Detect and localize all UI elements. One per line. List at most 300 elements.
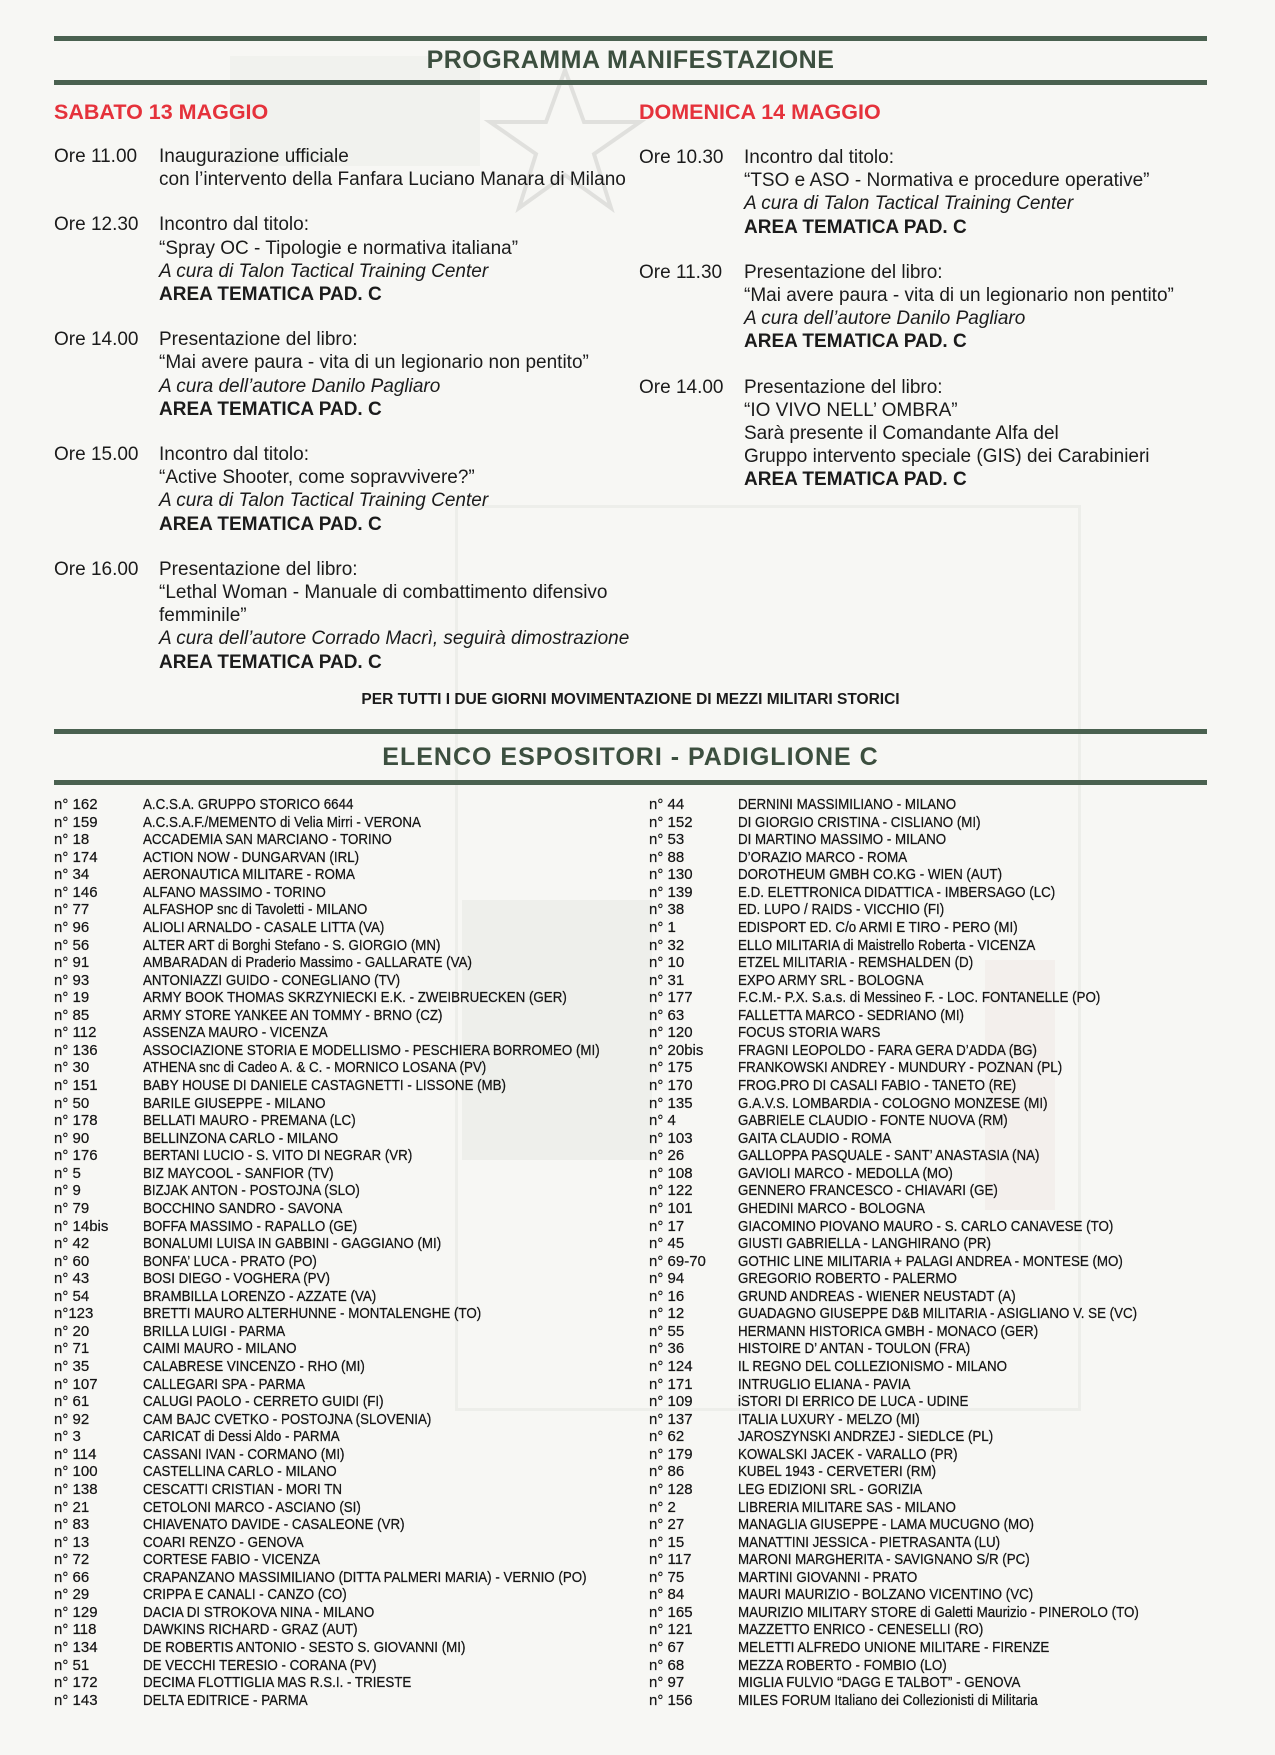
exhibitor-name: GRUND ANDREAS - WIENER NEUSTADT (A) xyxy=(738,1287,1016,1305)
event-text: Inaugurazione ufficiale xyxy=(159,146,349,167)
stand-number: n° 96 xyxy=(54,918,90,936)
event xyxy=(54,145,629,191)
exhibitor-name: AERONAUTICA MILITARE - ROMA xyxy=(143,866,355,884)
stand-number: n° 56 xyxy=(54,936,90,954)
stand-number: n° 97 xyxy=(649,1674,685,1692)
exhibitor-row xyxy=(54,1499,639,1517)
event-text: Presentazione del libro: xyxy=(159,558,358,580)
exhibitor-row xyxy=(649,954,1249,972)
stand-number: n° 18 xyxy=(54,831,90,849)
exhibitor-name: A.C.S.A. GRUPPO STORICO 6644 xyxy=(143,796,354,813)
exhibitor-name: GAITA CLAUDIO - ROMA xyxy=(738,1129,892,1147)
exhibitor-name: CRAPANZANO MASSIMILIANO (DITTA PALMERI MARIA) - VERNIO (PO) xyxy=(143,1568,587,1586)
stand-number: n° 93 xyxy=(54,971,90,989)
stand-number: n° 34 xyxy=(54,866,90,884)
stand-number: n° 60 xyxy=(54,1252,90,1270)
exhibitor-row xyxy=(649,1692,1249,1710)
exhibitor-name: GENNERO FRANCESCO - CHIAVARI (GE) xyxy=(738,1182,998,1200)
exhibitor-row xyxy=(649,1095,1249,1113)
event-time: Ore 14.00 xyxy=(54,329,139,351)
exhibitor-row xyxy=(649,1674,1249,1692)
exhibitor-name: FOCUS STORIA WARS xyxy=(738,1024,881,1042)
exhibitor-row xyxy=(54,1393,639,1411)
exhibitor-name: HERMANN HISTORICA GMBH - MONACO (GER) xyxy=(738,1322,1039,1340)
exhibitor-row xyxy=(649,866,1249,884)
exhibitor-name: CHIAVENATO DAVIDE - CASALEONE (VR) xyxy=(143,1516,405,1534)
stand-number: n° 21 xyxy=(54,1498,90,1516)
stand-number: n° 32 xyxy=(649,936,685,954)
exhibitor-row xyxy=(54,1340,639,1358)
exhibitor-list-left xyxy=(54,796,639,1709)
stand-number: n° 92 xyxy=(54,1410,90,1428)
exhibitor-name: DERNINI MASSIMILIANO - MILANO xyxy=(738,796,957,813)
exhibitor-row xyxy=(649,1411,1249,1429)
exhibitor-row xyxy=(54,901,639,919)
stand-number: n° 175 xyxy=(649,1059,693,1077)
event-credit: A cura dell’autore Danilo Pagliaro xyxy=(159,375,441,397)
exhibitor-name: BELLINZONA CARLO - MILANO xyxy=(143,1129,339,1147)
event-time: Ore 10.30 xyxy=(639,147,724,168)
event-text: “IO VIVO NELL’ OMBRA” xyxy=(744,399,958,421)
exhibitor-name: KOWALSKI JACEK - VARALLO (PR) xyxy=(738,1445,958,1463)
exhibitor-row xyxy=(54,1130,639,1148)
exhibitor-name: ALTER ART di Borghi Stefano - S. GIORGIO (MN) xyxy=(143,936,441,954)
exhibitor-name: MAZZETTO ENRICO - CENESELLI (RO) xyxy=(738,1621,984,1639)
exhibitor-name: MIGLIA FULVIO “DAGG E TALBOT” - GENOVA xyxy=(738,1674,1021,1692)
event-credit: A cura di Talon Tactical Training Center xyxy=(744,193,1074,215)
exhibitor-name: G.A.V.S. LOMBARDIA - COLOGNO MONZESE (MI) xyxy=(738,1094,1048,1112)
event-list xyxy=(54,145,629,696)
event-credit: A cura di Talon Tactical Training Center xyxy=(159,490,489,512)
stand-number: n° 170 xyxy=(649,1077,693,1094)
event-text: Incontro dal titolo: xyxy=(159,444,309,466)
exhibitor-name: CESCATTI CRISTIAN - MORI TN xyxy=(143,1480,343,1498)
exhibitor-name: GABRIELE CLAUDIO - FONTE NUOVA (RM) xyxy=(738,1112,1008,1130)
exhibitor-row xyxy=(649,849,1249,867)
exhibitor-name: CORTESE FABIO - VICENZA xyxy=(143,1551,321,1569)
exhibitor-name: BERTANI LUCIO - S. VITO DI NEGRAR (VR) xyxy=(143,1147,413,1165)
stand-number: n° 17 xyxy=(649,1217,685,1235)
event-area: AREA TEMATICA PAD. C xyxy=(159,284,382,306)
exhibitor-row xyxy=(649,1059,1249,1077)
event-description xyxy=(159,558,629,674)
exhibitor-name: ARMY BOOK THOMAS SKRZYNIECKI E.K. - ZWEIBRUECKEN (GER) xyxy=(143,989,567,1007)
exhibitor-row xyxy=(649,1147,1249,1165)
exhibitors-top-rule xyxy=(54,729,1207,734)
exhibitor-row xyxy=(54,972,639,990)
stand-number: n° 44 xyxy=(649,796,685,813)
exhibitor-row xyxy=(649,937,1249,955)
stand-number: n° 29 xyxy=(54,1586,90,1604)
stand-number: n° 139 xyxy=(649,883,693,901)
exhibitor-name: JAROSZYNSKI ANDRZEJ - SIEDLCE (PL) xyxy=(738,1428,994,1446)
stand-number: n° 45 xyxy=(649,1235,685,1253)
exhibitor-name: CRIPPA E CANALI - CANZO (CO) xyxy=(143,1586,347,1604)
stand-number: n° 3 xyxy=(54,1428,81,1446)
exhibitor-row xyxy=(649,919,1249,937)
exhibitor-row xyxy=(54,1428,639,1446)
stand-number: n° 5 xyxy=(54,1164,81,1182)
exhibitor-row xyxy=(54,1007,639,1025)
stand-number: n° 75 xyxy=(649,1568,685,1586)
stand-number: n° 35 xyxy=(54,1358,90,1375)
stand-number: n° 165 xyxy=(649,1603,693,1621)
exhibitors-title-underline xyxy=(54,780,1207,785)
event-text: Presentazione del libro: xyxy=(744,261,943,283)
stand-number: n° 152 xyxy=(649,813,693,831)
exhibitor-name: E.D. ELETTRONICA DIDATTICA - IMBERSAGO (LC) xyxy=(738,883,1056,901)
stand-number: n° 171 xyxy=(649,1375,693,1393)
exhibitor-row xyxy=(54,796,639,814)
stand-number: n° 67 xyxy=(649,1639,685,1656)
stand-number: n° 178 xyxy=(54,1112,98,1130)
exhibitor-row xyxy=(649,1112,1249,1130)
stand-number: n° 68 xyxy=(649,1656,685,1674)
event-area: AREA TEMATICA PAD. C xyxy=(159,398,382,420)
exhibitor-row xyxy=(54,1024,639,1042)
exhibitor-name: BONALUMI LUISA IN GABBINI - GAGGIANO (MI) xyxy=(143,1235,442,1253)
exhibitor-row xyxy=(54,1358,639,1376)
exhibitor-name: BIZ MAYCOOL - SANFIOR (TV) xyxy=(143,1164,334,1182)
exhibitor-row xyxy=(54,1604,639,1622)
exhibitor-name: ACTION NOW - DUNGARVAN (IRL) xyxy=(143,848,360,866)
exhibitor-row xyxy=(649,831,1249,849)
exhibitor-row xyxy=(54,1288,639,1306)
stand-number: n° 53 xyxy=(649,831,685,849)
event-area: AREA TEMATICA PAD. C xyxy=(159,513,382,535)
stand-number: n° 88 xyxy=(649,848,685,866)
day-column-sunday xyxy=(639,0,1239,690)
stand-number: n° 103 xyxy=(649,1129,693,1147)
stand-number: n° 66 xyxy=(54,1568,90,1586)
stand-number: n° 12 xyxy=(649,1305,685,1323)
stand-number: n° 20 xyxy=(54,1322,90,1340)
event-text: Presentazione del libro: xyxy=(159,329,358,351)
exhibitor-list-right xyxy=(649,796,1249,1709)
exhibitor-row xyxy=(54,1077,639,1095)
event xyxy=(54,558,629,674)
event xyxy=(54,213,629,306)
stand-number: n° 136 xyxy=(54,1041,98,1059)
stand-number: n° 1 xyxy=(649,918,676,936)
exhibitor-row xyxy=(649,972,1249,990)
exhibitor-row xyxy=(649,1586,1249,1604)
exhibitor-name: ALFASHOP snc di Tavoletti - MILANO xyxy=(143,901,368,919)
exhibitor-name: FRANKOWSKI ANDREY - MUNDURY - POZNAN (PL) xyxy=(738,1059,1063,1077)
exhibitor-row xyxy=(649,1604,1249,1622)
stand-number: n° 176 xyxy=(54,1147,98,1165)
exhibitor-name: GOTHIC LINE MILITARIA + PALAGI ANDREA - MONTESE (MO) xyxy=(738,1252,1123,1270)
event-time: Ore 12.30 xyxy=(54,214,139,236)
exhibitor-row xyxy=(649,1534,1249,1552)
exhibitor-row xyxy=(54,1059,639,1077)
stand-number: n° 55 xyxy=(649,1322,685,1340)
event-area: AREA TEMATICA PAD. C xyxy=(744,469,967,491)
stand-number: n° 20bis xyxy=(649,1041,704,1059)
stand-number: n° 61 xyxy=(54,1393,90,1411)
stand-number: n° 179 xyxy=(649,1445,693,1463)
exhibitor-name: CALLEGARI SPA - PARMA xyxy=(143,1375,305,1393)
stand-number: n° 91 xyxy=(54,954,90,972)
stand-number: n° 135 xyxy=(649,1094,693,1112)
event xyxy=(639,261,1174,354)
stand-number: n° 94 xyxy=(649,1270,685,1288)
exhibitor-row xyxy=(54,1674,639,1692)
exhibitor-row xyxy=(649,1639,1249,1657)
event-area: AREA TEMATICA PAD. C xyxy=(744,216,967,238)
stand-number: n° 122 xyxy=(649,1182,693,1200)
exhibitor-row xyxy=(649,1463,1249,1481)
exhibitor-name: FRAGNI LEOPOLDO - FARA GERA D’ADDA (BG) xyxy=(738,1041,1037,1059)
exhibitor-row xyxy=(649,1340,1249,1358)
stand-number: n° 72 xyxy=(54,1551,90,1569)
event-credit: A cura di Talon Tactical Training Center xyxy=(159,260,489,282)
exhibitor-name: A.C.S.A.F./MEMENTO di Velia Mirri - VERONA xyxy=(143,813,421,831)
exhibitor-name: DAWKINS RICHARD - GRAZ (AUT) xyxy=(143,1621,358,1639)
exhibitor-row xyxy=(649,1218,1249,1236)
exhibitor-row xyxy=(54,1165,639,1183)
exhibitor-row xyxy=(649,1253,1249,1271)
stand-number: n° 13 xyxy=(54,1533,90,1551)
event-text: “Mai avere paura - vita di un legionario non pentito” xyxy=(744,285,1174,307)
exhibitor-row xyxy=(649,796,1249,814)
stand-number: n° 15 xyxy=(649,1533,685,1551)
exhibitor-row xyxy=(649,1165,1249,1183)
program-title: PROGRAMMA MANIFESTAZIONE xyxy=(426,46,835,74)
exhibitor-row xyxy=(54,937,639,955)
exhibitor-name: CASSANI IVAN - CORMANO (MI) xyxy=(143,1445,345,1463)
exhibitor-name: LEG EDIZIONI SRL - GORIZIA xyxy=(738,1480,923,1498)
exhibitor-name: ANTONIAZZI GUIDO - CONEGLIANO (TV) xyxy=(143,971,401,989)
event-time: Ore 14.00 xyxy=(639,376,724,398)
exhibitor-row xyxy=(54,866,639,884)
exhibitor-name: CAIMI MAURO - MILANO xyxy=(143,1340,297,1358)
exhibitor-row xyxy=(54,1463,639,1481)
event-time: Ore 16.00 xyxy=(54,558,139,580)
exhibitor-name: EXPO ARMY SRL - BOLOGNA xyxy=(738,971,924,989)
stand-number: n° 79 xyxy=(54,1199,90,1217)
exhibitor-name: D’ORAZIO MARCO - ROMA xyxy=(738,848,908,866)
exhibitor-row xyxy=(649,814,1249,832)
exhibitor-name: DE VECCHI TERESIO - CORANA (PV) xyxy=(143,1656,377,1674)
exhibitor-row xyxy=(54,1147,639,1165)
stand-number: n° 51 xyxy=(54,1656,90,1674)
exhibitor-name: ATHENA snc di Cadeo A. & C. - MORNICO LOSANA (PV) xyxy=(143,1059,487,1077)
stand-number: n° 14bis xyxy=(54,1217,109,1235)
exhibitor-name: LIBRERIA MILITARE SAS - MILANO xyxy=(738,1498,956,1516)
exhibitor-name: DE ROBERTIS ANTONIO - SESTO S. GIOVANNI (MI) xyxy=(143,1639,466,1656)
stand-number: n° 108 xyxy=(649,1164,693,1182)
exhibitor-row xyxy=(54,1323,639,1341)
exhibitor-row xyxy=(54,1534,639,1552)
stand-number: n° 26 xyxy=(649,1147,685,1165)
stand-number: n° 77 xyxy=(54,901,90,919)
stand-number: n° 4 xyxy=(649,1112,676,1130)
exhibitors-title: ELENCO ESPOSITORI - PADIGLIONE C xyxy=(382,743,879,771)
exhibitor-row xyxy=(649,1007,1249,1025)
exhibitor-name: BOCCHINO SANDRO - SAVONA xyxy=(143,1199,343,1217)
exhibitor-name: BIZJAK ANTON - POSTOJNA (SLO) xyxy=(143,1182,360,1200)
event xyxy=(54,443,629,536)
exhibitor-name: KUBEL 1943 - CERVETERI (RM) xyxy=(738,1463,937,1481)
event-text: “TSO e ASO - Normativa e procedure operative” xyxy=(744,170,1150,192)
exhibitor-row xyxy=(54,1657,639,1675)
stand-number: n° 137 xyxy=(649,1410,693,1428)
stand-number: n° 31 xyxy=(649,971,685,989)
event-time: Ore 11.30 xyxy=(639,261,723,283)
event-text: con l’intervento della Fanfara Luciano Manara di Milano xyxy=(159,169,626,191)
exhibitor-row xyxy=(649,1305,1249,1323)
exhibitor-row xyxy=(54,1376,639,1394)
stand-number: n° 124 xyxy=(649,1358,693,1375)
day-column-saturday xyxy=(54,0,639,690)
stand-number: n° 9 xyxy=(54,1182,81,1200)
exhibitor-name: BONFA’ LUCA - PRATO (PO) xyxy=(143,1252,317,1270)
exhibitor-name: EDISPORT ED. C/o ARMI E TIRO - PERO (MI) xyxy=(738,918,1018,936)
exhibitor-row xyxy=(649,1551,1249,1569)
exhibitor-row xyxy=(649,901,1249,919)
exhibitor-name: DOROTHEUM GMBH CO.KG - WIEN (AUT) xyxy=(738,866,1003,884)
exhibitor-row xyxy=(649,1499,1249,1517)
exhibitor-name: BELLATI MAURO - PREMANA (LC) xyxy=(143,1112,356,1130)
stand-number: n° 101 xyxy=(649,1199,693,1217)
event-description xyxy=(159,213,629,306)
exhibitor-name: MILES FORUM Italiano dei Collezionisti di Militaria xyxy=(738,1691,1038,1709)
exhibitor-row xyxy=(54,849,639,867)
stand-number: n° 50 xyxy=(54,1094,90,1112)
exhibitor-row xyxy=(54,1692,639,1710)
stand-number: n° 90 xyxy=(54,1129,90,1147)
exhibitor-row xyxy=(649,1481,1249,1499)
stand-number: n° 120 xyxy=(649,1024,693,1042)
stand-number: n° 172 xyxy=(54,1674,98,1692)
exhibitor-row xyxy=(649,1569,1249,1587)
event-area: AREA TEMATICA PAD. C xyxy=(744,331,967,353)
exhibitor-row xyxy=(54,1182,639,1200)
exhibitor-name: BOSI DIEGO - VOGHERA (PV) xyxy=(143,1270,330,1288)
exhibitor-name: CETOLONI MARCO - ASCIANO (SI) xyxy=(143,1498,361,1516)
event xyxy=(639,146,1174,239)
stand-number: n° 134 xyxy=(54,1639,98,1656)
exhibitor-row xyxy=(54,954,639,972)
event-description xyxy=(744,376,1174,492)
event-text: femminile” xyxy=(159,605,247,627)
exhibitor-name: AMBARADAN di Praderio Massimo - GALLARATE (VA) xyxy=(143,954,472,972)
exhibitor-row xyxy=(54,1569,639,1587)
event-time: Ore 11.00 xyxy=(54,146,138,167)
exhibitor-name: ALIOLI ARNALDO - CASALE LITTA (VA) xyxy=(143,918,385,936)
event-text: Incontro dal titolo: xyxy=(159,214,309,236)
exhibitor-name: FROG.PRO DI CASALI FABIO - TANETO (RE) xyxy=(738,1077,1017,1094)
stand-number: n° 30 xyxy=(54,1059,90,1077)
exhibitor-name: MAURIZIO MILITARY STORE di Galetti Maurizio - PINEROLO (TO) xyxy=(738,1603,1139,1621)
stand-number: n° 63 xyxy=(649,1006,685,1024)
program-note: PER TUTTI I DUE GIORNI MOVIMENTAZIONE DI MEZZI MILITARI STORICI xyxy=(361,691,900,708)
exhibitor-row xyxy=(649,1428,1249,1446)
exhibitor-name: MARONI MARGHERITA - SAVIGNANO S/R (PC) xyxy=(738,1551,1030,1569)
exhibitor-name: ACCADEMIA SAN MARCIANO - TORINO xyxy=(143,831,392,849)
stand-number: n° 27 xyxy=(649,1516,685,1534)
exhibitor-row xyxy=(54,919,639,937)
stand-number: n° 83 xyxy=(54,1516,90,1534)
exhibitor-row xyxy=(54,989,639,1007)
exhibitor-name: CALUGI PAOLO - CERRETO GUIDI (FI) xyxy=(143,1393,384,1411)
stand-number: n° 86 xyxy=(649,1463,685,1481)
stand-number: n° 107 xyxy=(54,1375,98,1393)
stand-number: n° 177 xyxy=(649,989,693,1007)
exhibitor-row xyxy=(649,1516,1249,1534)
exhibitor-name: BOFFA MASSIMO - RAPALLO (GE) xyxy=(143,1217,358,1235)
stand-number: n° 62 xyxy=(649,1428,685,1446)
exhibitor-name: DECIMA FLOTTIGLIA MAS R.S.I. - TRIESTE xyxy=(143,1674,412,1692)
stand-number: n° 121 xyxy=(649,1621,693,1639)
exhibitor-name: GAVIOLI MARCO - MEDOLLA (MO) xyxy=(738,1164,953,1182)
stand-number: n° 129 xyxy=(54,1603,98,1621)
exhibitor-name: ITALIA LUXURY - MELZO (MI) xyxy=(738,1410,920,1428)
exhibitor-row xyxy=(649,1270,1249,1288)
exhibitor-name: MAURI MAURIZIO - BOLZANO VICENTINO (VC) xyxy=(738,1586,1034,1604)
event-list xyxy=(639,146,1174,514)
exhibitor-name: MANATTINI JESSICA - PIETRASANTA (LU) xyxy=(738,1533,1001,1551)
exhibitor-name: F.C.M.- P.X. S.a.s. di Messineo F. - LOC. FONTANELLE (PO) xyxy=(738,989,1101,1007)
stand-number: n° 159 xyxy=(54,813,98,831)
exhibitor-row xyxy=(54,1481,639,1499)
stand-number: n° 43 xyxy=(54,1270,90,1288)
exhibitor-name: DI MARTINO MASSIMO - MILANO xyxy=(738,831,947,849)
exhibitor-row xyxy=(54,1411,639,1429)
event-description xyxy=(159,328,629,421)
exhibitor-name: ARMY STORE YANKEE AN TOMMY - BRNO (CZ) xyxy=(143,1006,443,1024)
exhibitor-row xyxy=(54,1253,639,1271)
stand-number: n° 100 xyxy=(54,1463,98,1481)
exhibitor-name: ALFANO MASSIMO - TORINO xyxy=(143,883,326,901)
exhibitor-row xyxy=(54,1639,639,1657)
stand-number: n° 10 xyxy=(649,954,685,972)
stand-number: n° 2 xyxy=(649,1498,676,1516)
event-description xyxy=(159,443,629,536)
event-text: “Spray OC - Tipologie e normativa italiana” xyxy=(159,237,519,259)
exhibitor-name: MANAGLIA GIUSEPPE - LAMA MUCUGNO (MO) xyxy=(738,1516,1034,1534)
exhibitor-name: CASTELLINA CARLO - MILANO xyxy=(143,1463,337,1481)
event-text: Incontro dal titolo: xyxy=(744,147,894,168)
exhibitor-name: DACIA DI STROKOVA NINA - MILANO xyxy=(143,1603,375,1621)
stand-number: n° 85 xyxy=(54,1006,90,1024)
exhibitor-name: BRAMBILLA LORENZO - AZZATE (VA) xyxy=(143,1287,377,1305)
stand-number: n° 54 xyxy=(54,1287,90,1305)
exhibitor-row xyxy=(54,1095,639,1113)
exhibitor-row xyxy=(54,1516,639,1534)
stand-number: n° 118 xyxy=(54,1621,97,1639)
event-time: Ore 15.00 xyxy=(54,444,139,466)
exhibitor-name: CALABRESE VINCENZO - RHO (MI) xyxy=(143,1358,365,1375)
exhibitor-row xyxy=(54,1270,639,1288)
exhibitor-row xyxy=(649,1077,1249,1095)
exhibitor-row xyxy=(649,1182,1249,1200)
stand-number: n° 112 xyxy=(54,1024,97,1042)
exhibitor-row xyxy=(54,1042,639,1060)
exhibitor-name: COARI RENZO - GENOVA xyxy=(143,1533,304,1551)
exhibitor-name: iSTORI DI ERRICO DE LUCA - UDINE xyxy=(738,1393,969,1411)
exhibitor-row xyxy=(54,831,639,849)
stand-number: n° 146 xyxy=(54,883,98,901)
event-text: Gruppo intervento speciale (GIS) dei Carabinieri xyxy=(744,446,1150,468)
exhibitor-name: GIACOMINO PIOVANO MAURO - S. CARLO CANAVESE (TO) xyxy=(738,1217,1114,1235)
exhibitor-name: ASSENZA MAURO - VICENZA xyxy=(143,1024,328,1042)
exhibitor-name: MELETTI ALFREDO UNIONE MILITARE - FIRENZE xyxy=(738,1639,1050,1656)
exhibitor-name: BRETTI MAURO ALTERHUNNE - MONTALENGHE (TO) xyxy=(143,1305,482,1323)
stand-number: n° 84 xyxy=(649,1586,685,1604)
exhibitor-name: BABY HOUSE DI DANIELE CASTAGNETTI - LISSONE (MB) xyxy=(143,1077,506,1094)
